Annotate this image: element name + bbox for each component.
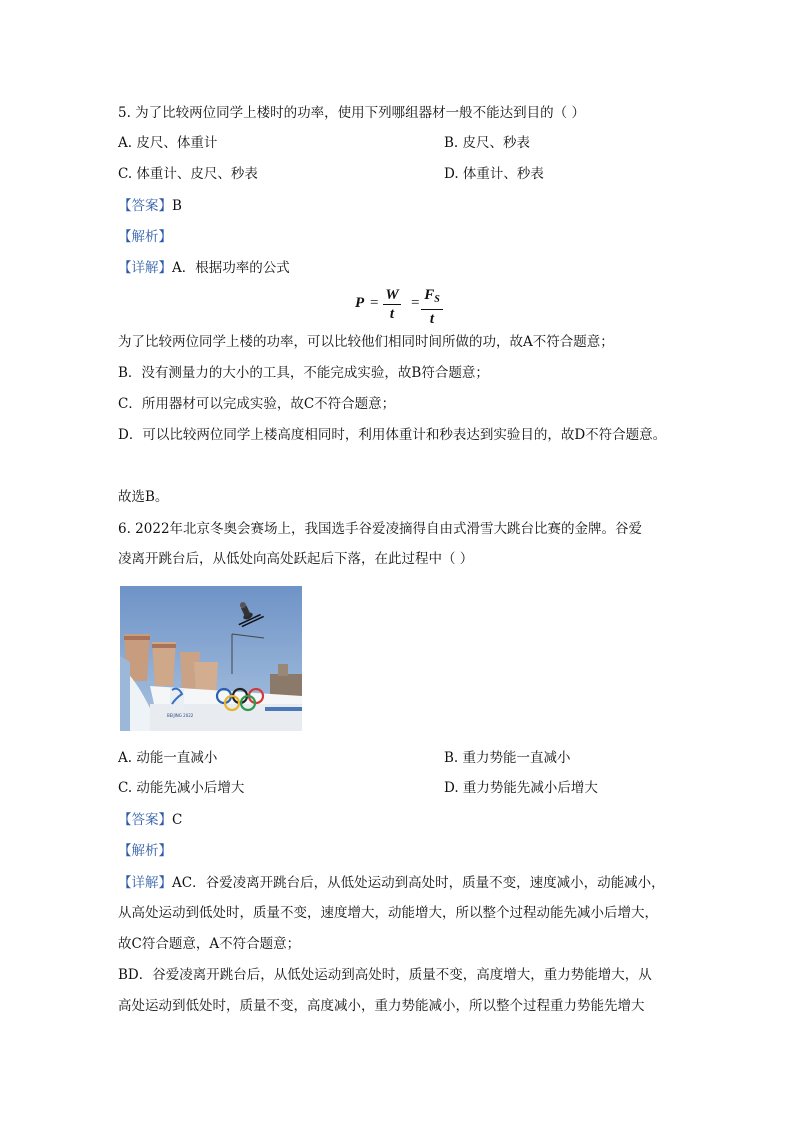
q6-stem-line-1: 6. 2022年北京冬奥会赛场上，我国选手谷爱凌摘得自由式滑雪大跳台比赛的金牌。谷爱 — [118, 521, 643, 537]
q6-analysis-tag — [118, 842, 172, 860]
answer-tag: 【答案】 — [118, 198, 172, 214]
formula-fraction-fs-t — [421, 286, 443, 328]
answer-value: C — [172, 812, 183, 828]
formula-fraction-w-t — [383, 286, 401, 323]
formula-equals-2: = — [411, 295, 420, 311]
q6-option-a: A. 动能一直减小 — [118, 750, 218, 766]
formula-w: W — [383, 286, 401, 305]
q5-option-c: C. 体重计、皮尺、秒表 — [118, 166, 258, 182]
emblem-text: BEIJING 2022 — [167, 713, 194, 718]
power-formula — [355, 286, 445, 326]
q5-answer — [118, 197, 182, 215]
answer-value: B — [172, 198, 182, 214]
formula-t1: t — [389, 306, 395, 322]
analysis-tag: 【解析】 — [118, 229, 172, 245]
formula-fs — [421, 286, 443, 310]
q6-option-c: C. 动能先减小后增大 — [118, 780, 245, 796]
formula-t2: t — [429, 311, 435, 327]
q6-option-b: B. 重力势能一直减小 — [444, 750, 571, 766]
q5-option-d: D. 体重计、秒表 — [444, 166, 544, 182]
analysis-tag: 【解析】 — [118, 843, 172, 859]
q6-detail-line-2: 从高处运动到低处时，质量不变，速度增大，动能增大，所以整个过程动能先减小后增大， — [118, 905, 658, 921]
q6-detail-line-5: 高处运动到低处时，质量不变，高度减小，重力势能减小，所以整个过程重力势能先增大 — [118, 998, 645, 1014]
q5-stem: 5. 为了比较两位同学上楼时的功率，使用下列哪组器材一般不能达到目的（ ） — [118, 105, 585, 121]
q6-detail-line-1 — [118, 874, 665, 892]
q5-option-b: B. 皮尺、秒表 — [444, 135, 531, 151]
q6-detail-line-4: BD．谷爱凌离开跳台后，从低处运动到高处时，质量不变，高度增大，重力势能增大，从 — [118, 967, 652, 983]
q5-detail-first — [118, 259, 290, 277]
q5-detail-line-3: C．所用器材可以完成实验，故C不符合题意； — [118, 396, 396, 412]
q5-analysis-tag — [118, 228, 172, 246]
formula-equals-1: = — [370, 295, 379, 311]
detail-tag: 【详解】 — [118, 875, 172, 891]
ski-jump-photo — [120, 586, 302, 731]
q5-detail-line-4: D．可以比较两位同学上楼高度相同时，利用体重计和秒表达到实验目的，故D不符合题意。 — [118, 427, 667, 443]
detail-text: A．根据功率的公式 — [172, 260, 290, 276]
detail-text: AC．谷爱凌离开跳台后，从低处运动到高处时，质量不变，速度减小，动能减小， — [172, 875, 665, 891]
q6-option-d: D. 重力势能先减小后增大 — [444, 780, 598, 796]
q6-answer — [118, 811, 182, 829]
q6-detail-line-3: 故C符合题意，A不符合题意； — [118, 936, 301, 952]
q6-stem-line-2: 凌离开跳台后，从低处向高处跃起后下落，在此过程中（ ） — [118, 551, 474, 567]
q5-detail-line-1: 为了比较两位同学上楼的功率，可以比较他们相同时间所做的功，故A不符合题意； — [118, 334, 614, 350]
q5-option-a: A. 皮尺、体重计 — [118, 135, 218, 151]
formula-p: P — [355, 295, 365, 311]
formula-s: S — [434, 294, 440, 305]
answer-tag: 【答案】 — [118, 812, 172, 828]
detail-tag: 【详解】 — [118, 260, 172, 276]
q5-detail-line-2: B．没有测量力的大小的工具，不能完成实验，故B符合题意； — [118, 365, 489, 381]
q5-conclusion: 故选B。 — [118, 489, 169, 505]
formula-f: F — [424, 287, 435, 303]
